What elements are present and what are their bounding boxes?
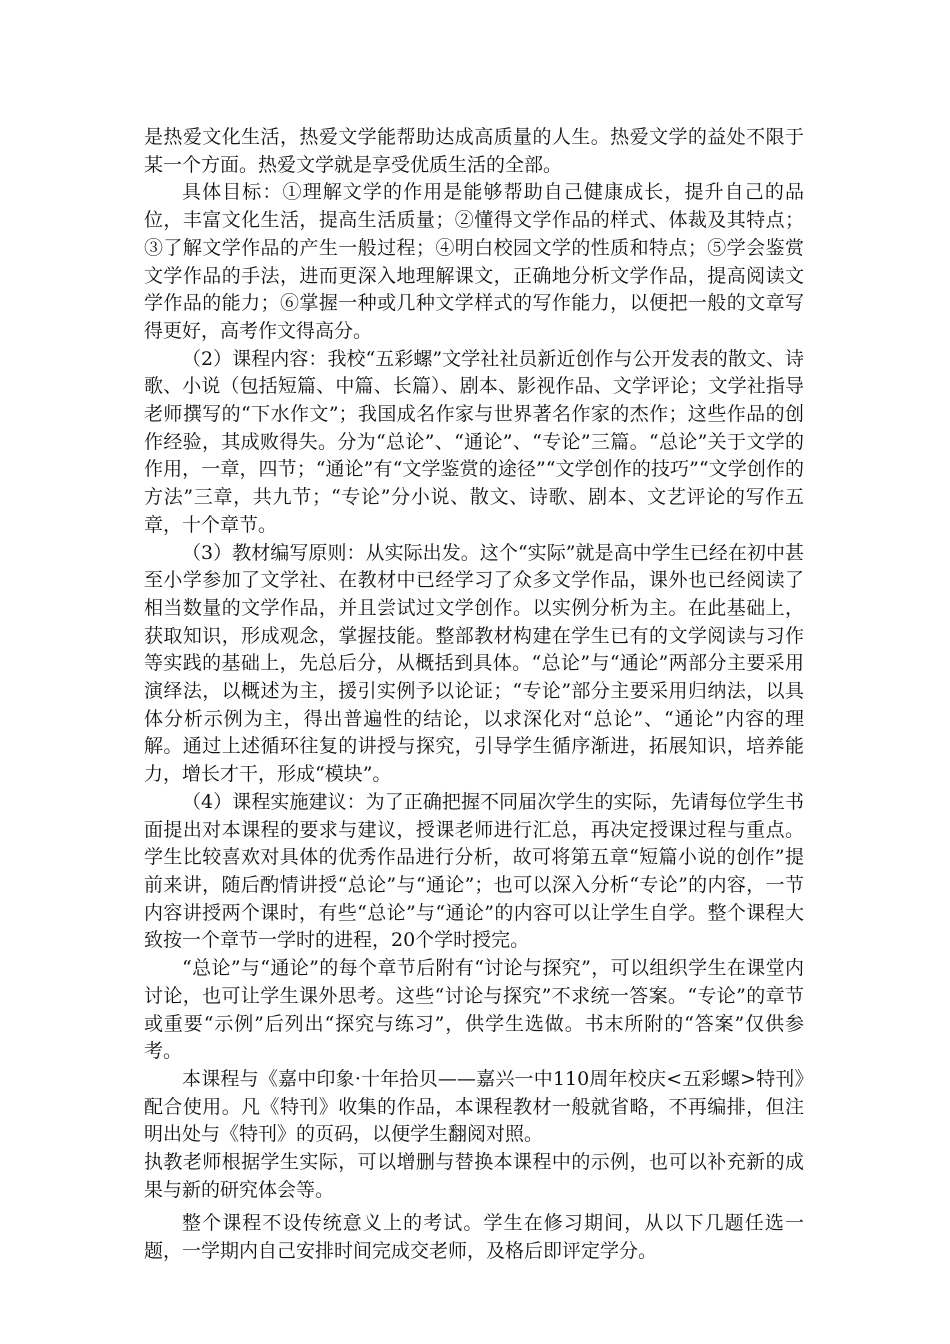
paragraph-discussion-exploration: “总论”与“通论”的每个章节后附有“讨论与探究”，可以组织学生在课堂内讨论，也可让学生课外思考。这些“讨论与探究”不求统一答案。“专论”的章节或重要“示例”后列出“探究与练习”，供学生选做。书末所附的“答案”仅供参考。 [144, 957, 804, 1063]
paragraph-course-content: （2）课程内容：我校“五彩螺”文学社社员新近创作与公开发表的散文、诗歌、小说（包括短篇、中篇、长篇）、剧本、影视作品、文学评论；文学社指导老师撰写的“下水作文”；我国成名作家与世界著名作家的杰作；这些作品的创作经验，其成败得失。分为“总论”、“通论”、“专论”三篇。“总论”关于文学的作用，一章，四节；“通论”有“文学鉴赏的途径”“文学创作的技巧”“文学创作的方法”三章，共九节；“专论”分小说、散文、诗歌、剧本、文艺评论的写作五章，十个章节。 [144, 347, 804, 536]
document-body [144, 124, 804, 1266]
paragraph-implementation-suggestions: （4）课程实施建议：为了正确把握不同届次学生的实际，先请每位学生书面提出对本课程的要求与建议，授课老师进行汇总，再决定授课过程与重点。学生比较喜欢对具体的优秀作品进行分析，故可将第五章“短篇小说的创作”提前来讲，随后酌情讲授“总论”与“通论”；也可以深入分析“专论”的内容，一节内容讲授两个课时，有些“总论”与“通论”的内容可以让学生自学。整个课程大致按一个章节一学时的进程，20个学时授完。 [144, 790, 804, 952]
paragraph-assessment: 整个课程不设传统意义上的考试。学生在修习期间，从以下几题任选一题，一学期内自己安排时间完成交老师，及格后即评定学分。 [144, 1212, 804, 1263]
paragraph-special-issue-usage: 本课程与《嘉中印象·十年拾贝——嘉兴一中110周年校庆<五彩螺>特刊》配合使用。凡《特刊》收集的作品，本课程教材一般就省略，不再编排，但注明出处与《特刊》的页码，以便学生翻阅对照。 [144, 1067, 804, 1146]
paragraph-compilation-principles: （3）教材编写原则：从实际出发。这个“实际”就是高中学生已经在初中甚至小学参加了文学社、在教材中已经学习了众多文学作品，课外也已经阅读了相当数量的文学作品，并且尝试过文学创作。以实例分析为主。在此基础上，获取知识，形成观念，掌握技能。整部教材构建在学生已有的文学阅读与习作等实践的基础上，先总后分，从概括到具体。“总论”与“通论”两部分主要采用演绎法，以概述为主，援引实例予以论证；“专论”部分主要采用归纳法，以具体分析示例为主，得出普遍性的结论，以求深化对“总论”、“通论”内容的理解。通过上述循环往复的讲授与探究，引导学生循序渐进，拓展知识，培养能力，增长才干，形成“模块”。 [144, 541, 804, 786]
paragraph-teacher-flexibility: 执教老师根据学生实际，可以增删与替换本课程中的示例，也可以补充新的成果与新的研究体会等。 [144, 1151, 804, 1201]
paragraph-specific-goals: 具体目标：①理解文学的作用是能够帮助自己健康成长，提升自己的品位，丰富文化生活，提高生活质量；②懂得文学作品的样式、体裁及其特点；③了解文学作品的产生一般过程；④明白校园文学的性质和特点；⑤学会鉴赏文学作品的手法，进而更深入地理解课文，正确地分析文学作品，提高阅读文学作品的能力；⑥掌握一种或几种文学样式的写作能力，以便把一般的文章写得更好，高考作文得高分。 [144, 181, 804, 342]
paragraph-intro-continuation: 是热爱文化生活，热爱文学能帮助达成高质量的人生。热爱文学的益处不限于某一个方面。热爱文学就是享受优质生活的全部。 [144, 126, 804, 176]
